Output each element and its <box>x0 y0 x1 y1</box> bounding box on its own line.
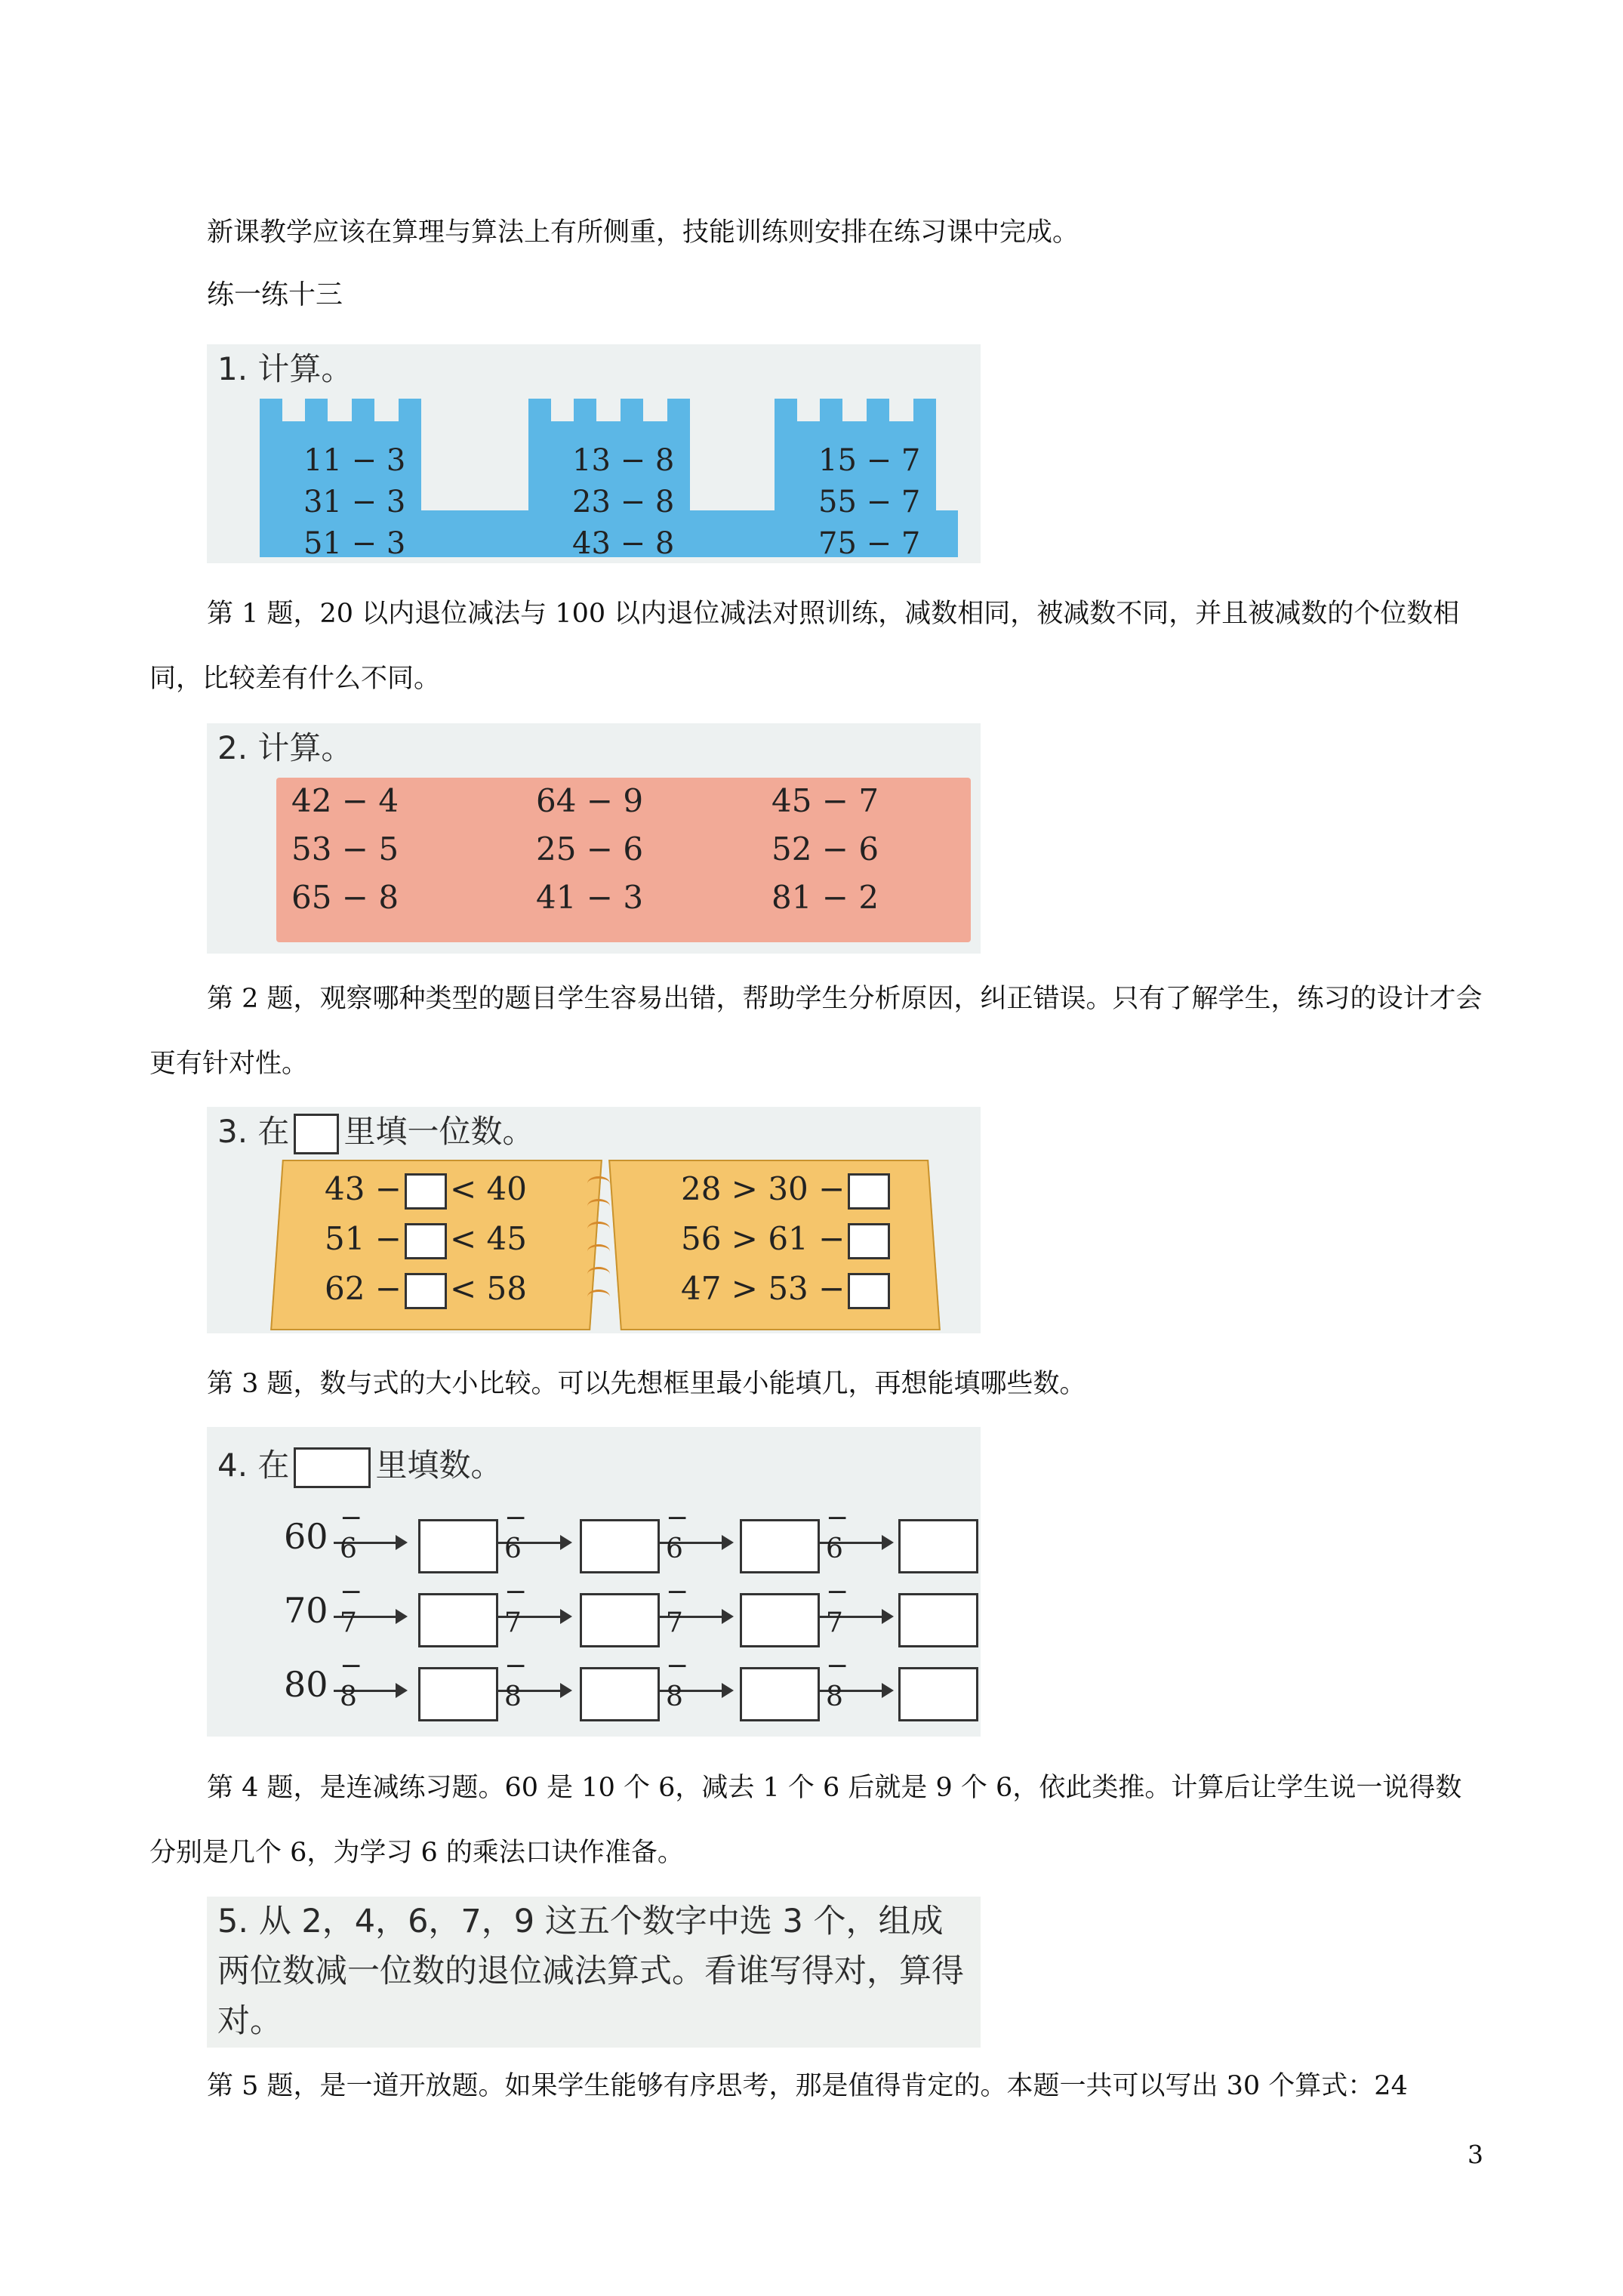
answer-box[interactable] <box>898 1519 978 1573</box>
problem: 41 − 3 <box>536 879 644 916</box>
title-text: 里填数。 <box>375 1447 503 1484</box>
start-number: 80 <box>284 1664 328 1705</box>
answer-box[interactable] <box>580 1519 660 1573</box>
operation-label: − 8 <box>826 1650 849 1712</box>
problem: 45 − 7 <box>771 782 879 819</box>
exercise-1-figure <box>207 344 981 563</box>
exercise-5-text: 5. 从 2，4，6，7，9 这五个数字中选 3 个，组成两位数减一位数的退位减法算式。看谁写得对，算得对。 <box>217 1903 964 2040</box>
answer-box[interactable] <box>580 1667 660 1721</box>
answer-box[interactable] <box>898 1593 978 1647</box>
answer-box[interactable] <box>740 1593 820 1647</box>
start-number: 70 <box>284 1590 328 1631</box>
comparison-left <box>325 1170 527 1210</box>
expr: < 58 <box>450 1270 527 1307</box>
comparison-right <box>681 1270 893 1309</box>
note-2: 第 2 题，观察哪种类型的题目学生容易出错，帮助学生分析原因，纠正错误。只有了解学生，练习的设计才会更有针对性。 <box>149 984 1483 1079</box>
expr: 56 > 61 − <box>681 1220 845 1257</box>
exercise-3-figure <box>207 1107 981 1333</box>
comparison-left <box>325 1270 527 1309</box>
answer-box[interactable] <box>898 1667 978 1721</box>
exercise-2-title: 2. 计算。 <box>217 729 353 766</box>
problem: 23 − 8 <box>572 485 675 519</box>
operation-label: − 6 <box>666 1502 689 1564</box>
castle-tower-2 <box>528 399 690 561</box>
exercise-2-figure <box>207 723 981 954</box>
expr: 28 > 30 − <box>681 1170 845 1207</box>
problem: 53 − 5 <box>291 831 399 868</box>
title-text: 4. 在 <box>217 1447 290 1484</box>
title-text: 里填一位数。 <box>343 1113 534 1150</box>
answer-box[interactable] <box>418 1519 498 1573</box>
problem: 25 − 6 <box>536 831 644 868</box>
problem: 42 − 4 <box>291 782 399 819</box>
problem: 13 − 8 <box>572 443 675 478</box>
problem: 31 − 3 <box>303 485 406 519</box>
expr: 47 > 53 − <box>681 1270 845 1307</box>
operation-label: − 7 <box>666 1576 689 1638</box>
section-title: 练一练十三 <box>207 279 343 310</box>
problem: 64 − 9 <box>536 782 644 819</box>
expr: < 45 <box>450 1220 527 1257</box>
start-number: 60 <box>284 1516 328 1557</box>
comparison-left <box>325 1220 527 1259</box>
note-4: 第 4 题，是连减练习题。60 是 10 个 6，减去 1 个 6 后就是 9 个 6，依此类推。计算后让学生说一说得数分别是几个 6，为学习 6 的乘法口诀作准备。 <box>149 1773 1462 1868</box>
operation-label: − 8 <box>666 1650 689 1712</box>
problem: 55 − 7 <box>818 485 921 519</box>
note-5: 第 5 题，是一道开放题。如果学生能够有序思考，那是值得肯定的。本题一共可以写出 30 个算式：24 <box>207 2071 1408 2101</box>
answer-box[interactable] <box>418 1593 498 1647</box>
answer-box[interactable] <box>580 1593 660 1647</box>
operation-label: − 6 <box>504 1502 528 1564</box>
comparison-right <box>681 1220 893 1259</box>
problem: 81 − 2 <box>771 879 879 916</box>
exercise-5-figure <box>207 1897 981 2048</box>
answer-box[interactable] <box>405 1223 447 1259</box>
castle-tower-1 <box>260 399 421 561</box>
problem: 11 − 3 <box>303 443 406 478</box>
title-text: 3. 在 <box>217 1113 290 1150</box>
answer-box[interactable] <box>418 1667 498 1721</box>
operation-label: − 6 <box>340 1502 363 1564</box>
expr: 51 − <box>325 1220 402 1257</box>
exercise-3-title <box>217 1107 534 1154</box>
castle-tower-3 <box>775 399 936 561</box>
note-1: 第 1 题，20 以内退位减法与 100 以内退位减法对照训练，减数相同，被减数不同，并且被减数的个位数相同，比较差有什么不同。 <box>149 599 1460 694</box>
answer-box[interactable] <box>405 1273 447 1309</box>
answer-box[interactable] <box>848 1173 890 1210</box>
answer-box[interactable] <box>740 1667 820 1721</box>
problem: 52 − 6 <box>771 831 879 868</box>
exercise-4-title <box>217 1441 502 1488</box>
operation-label: − 8 <box>504 1650 528 1712</box>
problem: 15 − 7 <box>818 443 921 478</box>
problem: 43 − 8 <box>572 526 675 561</box>
comparison-right <box>681 1170 893 1210</box>
problem: 65 − 8 <box>291 879 399 916</box>
page-number: 3 <box>1467 2140 1483 2169</box>
answer-box[interactable] <box>848 1223 890 1259</box>
operation-label: − 7 <box>340 1576 363 1638</box>
problem: 75 − 7 <box>818 526 921 561</box>
note-3: 第 3 题，数与式的大小比较。可以先想框里最小能填几，再想能填哪些数。 <box>207 1369 1086 1399</box>
operation-label: − 7 <box>504 1576 528 1638</box>
expr: < 40 <box>450 1170 527 1207</box>
answer-box[interactable] <box>848 1273 890 1309</box>
exercise-1-title: 1. 计算。 <box>217 350 353 387</box>
intro-paragraph: 新课教学应该在算理与算法上有所侧重，技能训练则安排在练习课中完成。 <box>207 217 1079 248</box>
operation-label: − 6 <box>826 1502 849 1564</box>
answer-box[interactable] <box>740 1519 820 1573</box>
expr: 43 − <box>325 1170 402 1207</box>
blank-box-icon <box>294 1447 371 1488</box>
answer-box[interactable] <box>405 1173 447 1210</box>
exercise-4-figure <box>207 1427 981 1737</box>
blank-box-icon <box>294 1114 339 1154</box>
operation-label: − 8 <box>340 1650 363 1712</box>
expr: 62 − <box>325 1270 402 1307</box>
operation-label: − 7 <box>826 1576 849 1638</box>
problem: 51 − 3 <box>303 526 406 561</box>
